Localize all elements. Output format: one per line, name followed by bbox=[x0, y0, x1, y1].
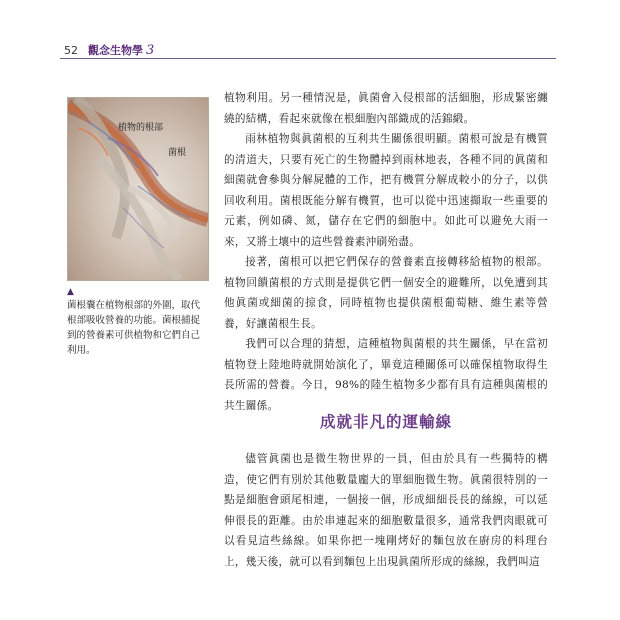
paragraph-3: 接著，菌根可以把它們保存的營養素直接轉移給植物的根部。植物回饋菌根的方式則是提供它們一個安全的避難所，以免遭到其他眞菌或細菌的掠食，同時植物也提供菌根葡萄糖、維生素等營養，好讓菌根生長。 bbox=[224, 256, 548, 330]
section-text bbox=[224, 449, 548, 572]
book-title bbox=[88, 42, 154, 58]
caption-text: 菌根囊在植物根部的外圍，取代根部吸收營養的功能。菌根捕捉到的營養素可供植物和它們自己利用。 bbox=[67, 300, 201, 356]
section-heading: 成就非凡的運輸線 bbox=[319, 412, 452, 431]
paragraph-4: 我們可以合理的猜想，這種植物與菌根的共生關係，早在當初植物登上陸地時就開始演化了，畢竟這種關係可以確保植物取得生長所需的營養。今日，98%的陸生植物多少都有具有這種與菌根的共生關係。 bbox=[224, 338, 548, 412]
figure-caption bbox=[67, 287, 207, 358]
paragraph-1: 植物利用。另一種情況是，眞菌會入侵根部的活細胞，形成緊密纏繞的結構，看起來就像在根細胞內部織成的活錦緞。 bbox=[224, 92, 548, 125]
section-paragraph: 儘管眞菌也是微生物世界的一員，但由於具有一些獨特的構造，使它們有別於其他數量龐大的單細胞微生物。眞菌很特別的一點是細胞會頭尾相連，一個接一個，形成細細長長的絲線，可以延伸很長的距離。由於串連起來的細胞數量很多，通常我們肉眼就可以看見這些絲線。如果你把一塊剛烤好的麵包放在廚房的料理台上，幾天後，就可以看到麵包上出現眞菌所形成的絲線，我們叫這 bbox=[224, 453, 548, 568]
mycorrhiza-photo bbox=[67, 97, 209, 281]
label-mycorrhiza: 菌根 bbox=[168, 148, 187, 158]
main-text bbox=[224, 88, 548, 416]
volume-number: 3 bbox=[146, 43, 155, 58]
book-title-text: 觀念生物學 bbox=[88, 44, 143, 57]
header-rule bbox=[60, 58, 556, 59]
caption-marker-icon: ▲ bbox=[67, 287, 74, 297]
page-number: 52 bbox=[64, 44, 78, 57]
paragraph-2: 雨林植物與眞菌根的互利共生關係很明顯。菌根可說是有機質的清道夫，只要有死亡的生物體掉到雨林地表，各種不同的眞菌和細菌就會參與分解屍體的工作，把有機質分解成較小的分子，以供回收利用。菌根既能分解有機質，也可以從中迅速擷取一些重要的元素，例如磷、氮，儲存在它們的細胞中。如此可以避免大雨一來，又將土壤中的這些營養素沖刷殆盡。 bbox=[224, 133, 548, 248]
label-plant-root: 植物的根部 bbox=[118, 123, 164, 133]
